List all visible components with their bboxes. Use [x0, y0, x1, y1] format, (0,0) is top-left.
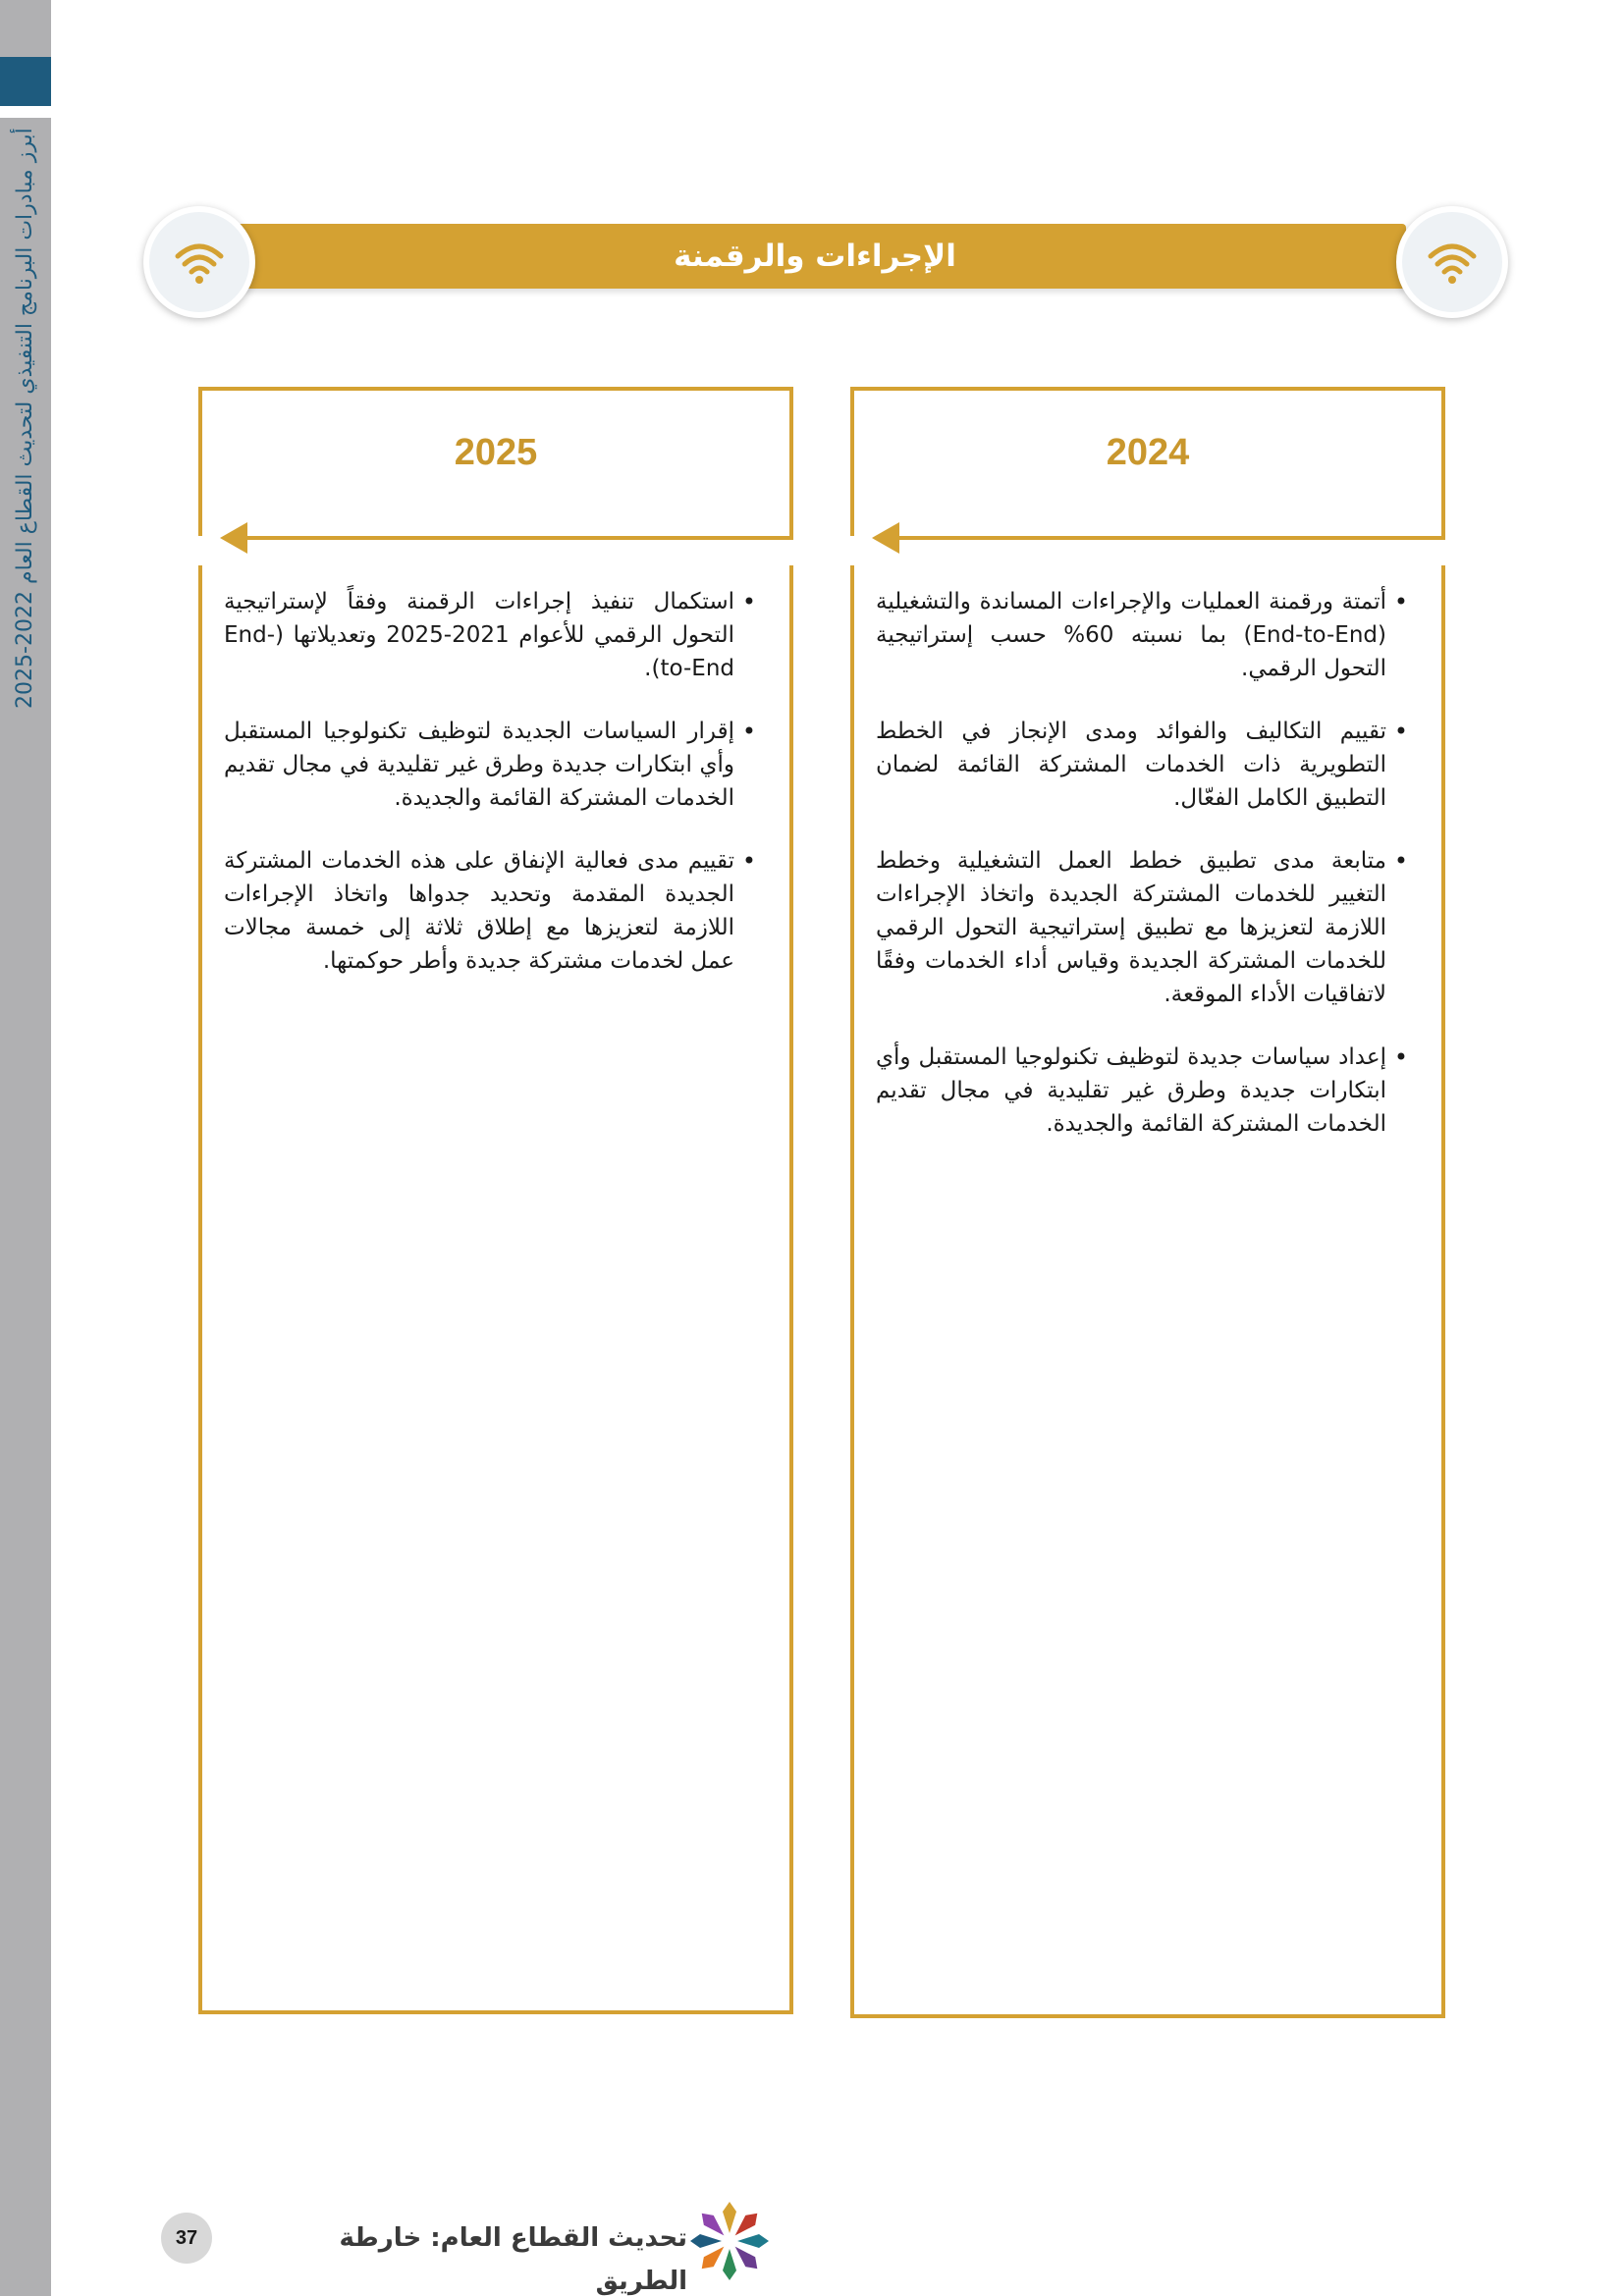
- timeline-arrow-icon: [220, 522, 247, 554]
- side-title: أبرز مبادرات البرنامج التنفيذي لتحديث القطاع العام 2022-2025: [13, 128, 37, 709]
- list-item: • تقييم التكاليف والفوائد ومدى الإنجاز في الخطط التطويرية ذات الخدمات المشتركة القائمة لضمان التطبيق الكامل الفعّال.: [876, 715, 1408, 815]
- page-number: 37: [161, 2213, 212, 2264]
- initiatives-list-2024: [876, 585, 1408, 1141]
- footer-title: تحديث القطاع العام: خارطة الطريق: [339, 2223, 687, 2296]
- side-band-tab: [0, 57, 51, 106]
- list-item: • إعداد سياسات جديدة لتوظيف تكنولوجيا المستقبل وأي ابتكارات جديدة وطرق غير تقليدية في مجال تقديم الخدمات المشتركة القائمة والجديدة.: [876, 1041, 1408, 1141]
- list-item: • متابعة مدى تطبيق خطط العمل التشغيلية وخطط التغيير للخدمات المشتركة الجديدة واتخاذ الإجراءات اللازمة لتعزيزها مع تطبيق إستراتيجية التحول الرقمي للخدمات المشتركة الجديدة وقياس أداء الخدمات وفقًا لاتفاقيات الأداء الموقعة.: [876, 844, 1408, 1011]
- list-item: • أتمتة ورقمنة العمليات والإجراءات المساندة والتشغيلية (End-to-End) بما نسبته 60% حسب إستراتيجية التحول الرقمي.: [876, 585, 1408, 685]
- column-2024-body: [850, 565, 1445, 2018]
- flower-logo-icon: [687, 2199, 772, 2283]
- column-2025-header: [198, 387, 793, 536]
- wifi-icon: [172, 235, 227, 290]
- initiatives-list-2025: [224, 585, 756, 978]
- banner-circle-left: [143, 206, 255, 318]
- list-item: • إقرار السياسات الجديدة لتوظيف تكنولوجيا المستقبل وأي ابتكارات جديدة وطرق غير تقليدية في مجال تقديم الخدمات المشتركة القائمة والجديدة.: [224, 715, 756, 815]
- timeline-arrow-icon: [872, 522, 899, 554]
- timeline-arrow-line: [899, 536, 1445, 540]
- year-label-2025: 2025: [454, 432, 538, 473]
- side-band: [0, 0, 51, 2296]
- wifi-icon: [1425, 235, 1480, 290]
- list-item: • استكمال تنفيذ إجراءات الرقمنة وفقاً لإستراتيجية التحول الرقمي للأعوام 2021-2025 وتعديلاتها (End-to-End).: [224, 585, 756, 685]
- list-item: • تقييم مدى فعالية الإنفاق على هذه الخدمات المشتركة الجديدة المقدمة وتحديد جدواها واتخاذ الإجراءات اللازمة لتعزيزها مع إطلاق ثلاثة إلى خمسة مجالات عمل لخدمات مشتركة جديدة وأطر حوكمتها.: [224, 844, 756, 978]
- column-2025-body: [198, 565, 793, 2014]
- banner-circle-right: [1396, 206, 1508, 318]
- column-2024-header: [850, 387, 1445, 536]
- section-title: الإجراءات والرقمنة: [674, 239, 956, 274]
- year-label-2024: 2024: [1106, 432, 1190, 473]
- timeline-arrow-line: [247, 536, 793, 540]
